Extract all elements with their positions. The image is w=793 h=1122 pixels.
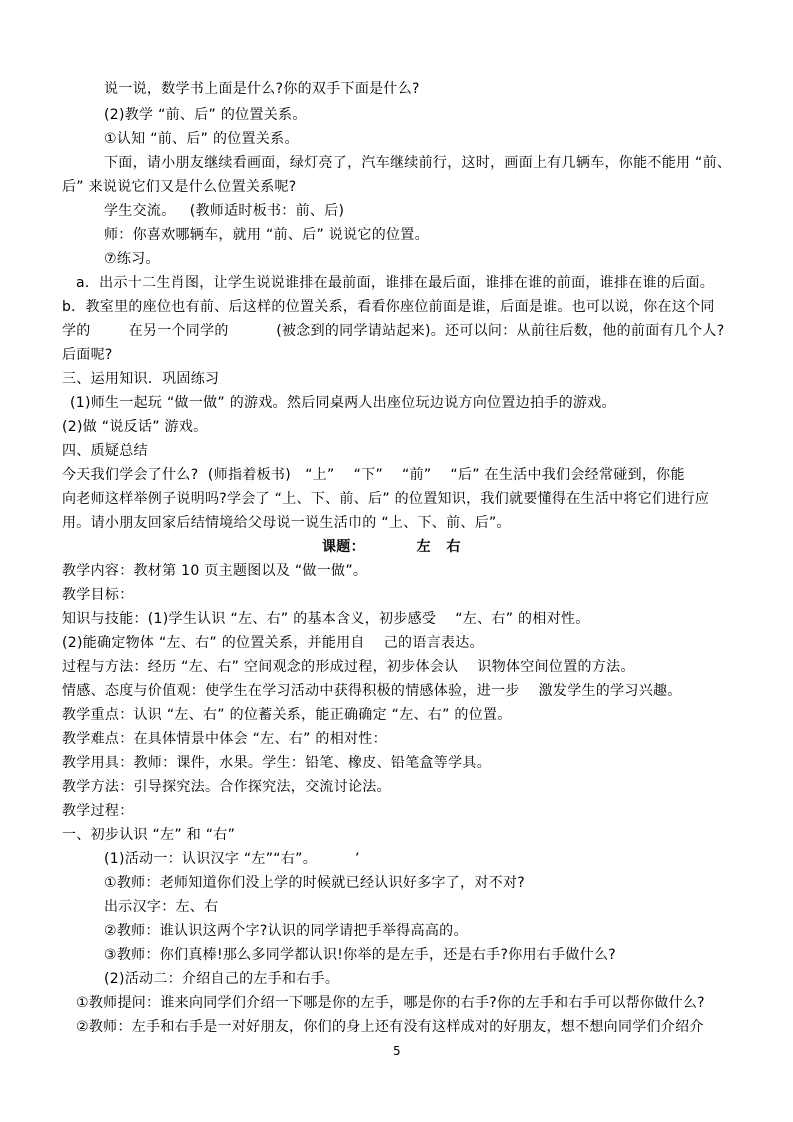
text-line: 教学内容：教材第 10 页主题图以及 “做一做”。 bbox=[62, 563, 368, 579]
text-line: 教学过程： bbox=[62, 803, 134, 819]
text-line: ①教师：老师知道你们没上学的时候就已经认识好多字了，对不对? bbox=[104, 875, 525, 891]
page-number: 5 bbox=[393, 1044, 401, 1058]
text-line: 教学难点：在具体情景中体会 “左、右” 的相对性： bbox=[62, 731, 387, 747]
text-line: 出示汉字：左、右 bbox=[104, 899, 219, 915]
text-line: 向老师这样举例子说明吗?学会了 “上、下、前、后” 的位置知识，我们就要懂得在生活中将它们进行应 bbox=[62, 491, 710, 507]
text-line: 学的 在另一个同学的 (被念到的同学请站起来)。还可以问：从前往后数，他的前面有几个人? bbox=[62, 323, 725, 339]
text-line: ②教师：谁认识这两个字?认识的同学请把手举得高高的。 bbox=[104, 923, 468, 939]
text-line: 下面，请小朋友继续看画面，绿灯亮了，汽车继续前行，这时，画面上有几辆车，你能不能用 “前、 bbox=[104, 155, 732, 171]
text-line: ①认知 “前、后” 的位置关系。 bbox=[104, 131, 299, 147]
text-line: 教学目标： bbox=[62, 587, 134, 603]
text-line: (1)活动一：认识汉字 “左”“右”。 ’ bbox=[104, 851, 360, 867]
text-line: 教学方法：引导探究法。合作探究法，交流讨论法。 bbox=[62, 779, 391, 795]
text-line: 师：你喜欢哪辆车，就用 “前、后” 说说它的位置。 bbox=[104, 227, 429, 243]
text-line: 后” 来说说它们又是什么位置关系呢? bbox=[62, 179, 297, 195]
section-heading: 三、运用知识．巩固练习 bbox=[62, 371, 220, 387]
text-line: a．出示十二生肖图，让学生说说谁排在最前面，谁排在最后面，谁排在谁的前面，谁排在谁的后面。 bbox=[76, 275, 715, 291]
text-line: 情感、态度与价值观：使学生在学习活动中获得积极的情感体验，进一步 激发学生的学习兴趣。 bbox=[62, 683, 682, 699]
section-heading: 四、质疑总结 bbox=[62, 443, 148, 459]
text-line: 今天我们学会了什么? (师指着板书) “上” “下” “前” “后” 在生活中我们会经常碰到，你能 bbox=[62, 467, 685, 483]
section-heading: 一、初步认识 “左” 和 “右” bbox=[62, 827, 236, 843]
lesson-title: 课题： 左 右 bbox=[322, 539, 461, 555]
text-line: 教学重点：认识 “左、右” 的位蓄关系，能正确确定 “左、右” 的位置。 bbox=[62, 707, 512, 723]
text-line: 后面呢? bbox=[62, 347, 113, 363]
text-line: (2)活动二：介绍自己的左手和右手。 bbox=[104, 971, 340, 987]
text-line: 教学用具：教师：课件，水果。学生：铅笔、橡皮、铅笔盒等学具。 bbox=[62, 755, 491, 771]
text-line: (2)做 “说反话” 游戏。 bbox=[62, 419, 208, 435]
text-line: ①教师提问：谁来向同学们介绍一下哪是你的左手，哪是你的右手?你的左手和右手可以帮你做什么? bbox=[76, 995, 705, 1011]
text-line: 说一说，数学书上面是什么?你的双手下面是什么? bbox=[104, 81, 420, 97]
text-line: 知识与技能：(1)学生认识 “左、右” 的基本含义，初步感受 “左、右” 的相对性。 bbox=[62, 611, 590, 627]
text-line: b．教室里的座位也有前、后这样的位置关系，看看你座位前面是谁，后面是谁。也可以说，你在这个同 bbox=[62, 299, 715, 315]
text-line: ⑦练习。 bbox=[104, 251, 160, 267]
text-line: (2)能确定物体 “左、右” 的位置关系，并能用自 己的语言表达。 bbox=[62, 635, 484, 651]
text-line: 用。请小朋友回家后结情境给父母说一说生活巾的 “上、下、前、后”。 bbox=[62, 515, 511, 531]
text-line: 学生交流。 (教师适时板书：前、后) bbox=[104, 203, 345, 219]
text-line: (1)师生一起玩 “做一做” 的游戏。然后同桌两人出座位玩边说方向位置边拍手的游戏。 bbox=[70, 395, 616, 411]
text-line: ③教师：你们真棒!那么多同学都认识!你举的是左手，还是右手?你用右手做什么? bbox=[104, 947, 617, 963]
text-line: 过程与方法：经历 “左、右” 空间观念的形成过程，初步体会认 识物体空间位置的方法。 bbox=[62, 659, 635, 675]
text-line: ②教师：左手和右手是一对好朋友，你们的身上还有没有这样成对的好朋友，想不想向同学们介绍介 bbox=[76, 1019, 704, 1035]
text-line: (2)教学 “前、后” 的位置关系。 bbox=[104, 107, 307, 123]
